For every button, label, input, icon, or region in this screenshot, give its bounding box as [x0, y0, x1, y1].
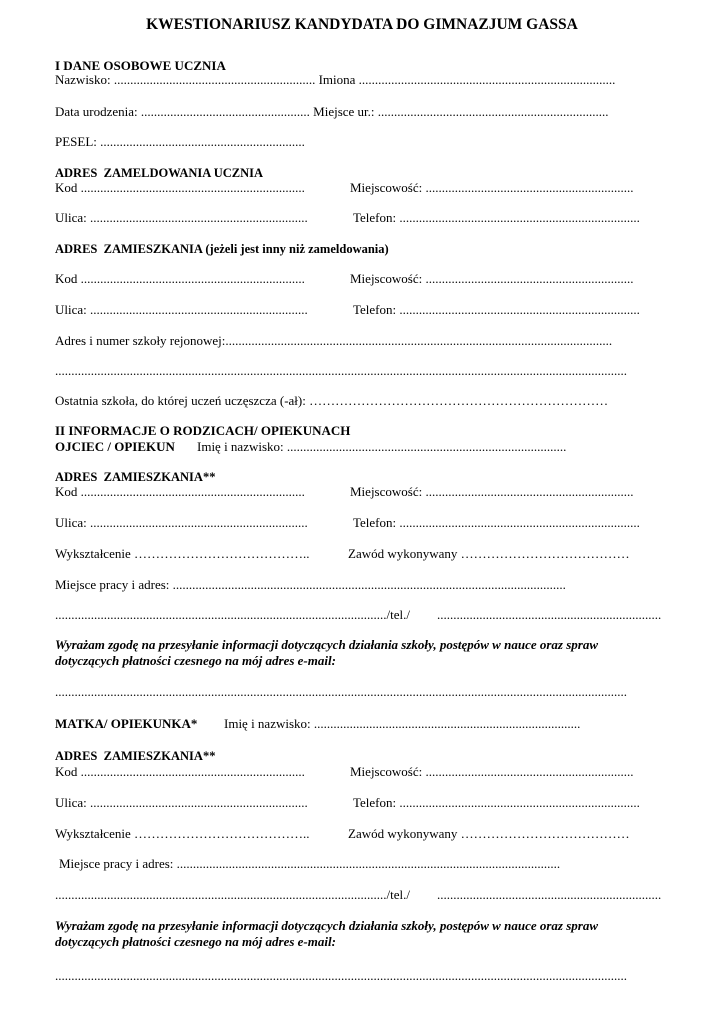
father-label: OJCIEC / OPIEKUN	[55, 439, 175, 454]
page-title: KWESTIONARIUSZ KANDYDATA DO GIMNAZJUM GASSA	[146, 16, 578, 33]
residence-phone-field[interactable]: Telefon: ..........................................................................	[353, 302, 640, 317]
father-consent-text-line1: Wyrażam zgodę na przesyłanie informacji dotyczących działania szkoły, postępów w nauce oraz spraw	[55, 637, 599, 652]
father-city-field[interactable]: Miejscowość: ................................................................	[350, 484, 634, 499]
mother-workplace-field[interactable]: Miejsce pracy i adres: ......................................................................................................................	[59, 856, 561, 871]
mother-consent-text-line2: dotyczących płatności czesnego na mój adres e-mail:	[55, 934, 336, 949]
mother-email-field[interactable]: ................................................................................................................................................................................	[55, 968, 627, 983]
father-phone-field[interactable]: Telefon: ..........................................................................	[353, 515, 640, 530]
mother-workplace-address-field[interactable]: ....................................................................................................../tel./	[55, 887, 410, 902]
father-workplace-address-field[interactable]: ....................................................................................................../tel./	[55, 607, 410, 622]
pesel-field[interactable]: PESEL: ...............................................................	[55, 134, 305, 149]
mother-code-field[interactable]: Kod .....................................................................	[55, 764, 305, 779]
registered-code-field[interactable]: Kod .....................................................................	[55, 180, 305, 195]
mother-education-field[interactable]: Wykształcenie …………………………………..	[55, 826, 310, 841]
mother-name-field[interactable]: Imię i nazwisko: ..................................................................................	[224, 716, 581, 731]
birth-date-place-field[interactable]: Data urodzenia: .................................................... Miejsce ur.: .......................................................................	[55, 104, 609, 119]
mother-city-field[interactable]: Miejscowość: ................................................................	[350, 764, 634, 779]
mother-consent-text-line1: Wyrażam zgodę na przesyłanie informacji dotyczących działania szkoły, postępów w nauce oraz spraw	[55, 918, 599, 933]
father-name-field[interactable]: Imię i nazwisko: ......................................................................................	[197, 439, 567, 454]
father-code-field[interactable]: Kod .....................................................................	[55, 484, 305, 499]
registered-phone-field[interactable]: Telefon: ..........................................................................	[353, 210, 640, 225]
father-profession-field[interactable]: Zawód wykonywany …………………………………	[348, 546, 630, 561]
mother-label: MATKA/ OPIEKUNKA*	[55, 716, 198, 731]
mother-profession-field[interactable]: Zawód wykonywany …………………………………	[348, 826, 630, 841]
father-workplace-field[interactable]: Miejsce pracy i adres: .........................................................................................................................	[55, 577, 566, 592]
father-street-field[interactable]: Ulica: ...................................................................	[55, 515, 308, 530]
residence-code-field[interactable]: Kod .....................................................................	[55, 271, 305, 286]
last-school-field[interactable]: Ostatnia szkoła, do której uczeń uczęszcza (-ał): ……………………………………………………………	[55, 393, 609, 408]
father-address-heading: ADRES ZAMIESZKANIA**	[55, 470, 216, 484]
registered-city-field[interactable]: Miejscowość: ................................................................	[350, 180, 634, 195]
surname-forenames-field[interactable]: Nazwisko: .............................................................. Imiona ...............................................................................	[55, 72, 616, 87]
registered-street-field[interactable]: Ulica: ...................................................................	[55, 210, 308, 225]
father-work-phone-field[interactable]: .....................................................................	[437, 607, 662, 622]
residence-city-field[interactable]: Miejscowość: ................................................................	[350, 271, 634, 286]
residence-street-field[interactable]: Ulica: ...................................................................	[55, 302, 308, 317]
registered-address-heading: ADRES ZAMELDOWANIA UCZNIA	[55, 166, 264, 180]
father-email-field[interactable]: ................................................................................................................................................................................	[55, 684, 627, 699]
residence-address-heading: ADRES ZAMIESZKANIA (jeżeli jest inny niż zameldowania)	[55, 242, 389, 256]
district-school-field[interactable]: Adres i numer szkoły rejonowej:.......................................................................................................................	[55, 333, 613, 348]
mother-street-field[interactable]: Ulica: ...................................................................	[55, 795, 308, 810]
district-school-continued-field[interactable]: ................................................................................................................................................................................	[55, 363, 627, 378]
section-2-heading: II INFORMACJE O RODZICACH/ OPIEKUNACH	[55, 423, 351, 438]
father-consent-text-line2: dotyczących płatności czesnego na mój adres e-mail:	[55, 653, 336, 668]
mother-address-heading: ADRES ZAMIESZKANIA**	[55, 749, 216, 763]
mother-phone-field[interactable]: Telefon: ..........................................................................	[353, 795, 640, 810]
father-education-field[interactable]: Wykształcenie …………………………………..	[55, 546, 310, 561]
section-1-heading: I DANE OSOBOWE UCZNIA	[55, 58, 226, 73]
mother-work-phone-field[interactable]: .....................................................................	[437, 887, 662, 902]
